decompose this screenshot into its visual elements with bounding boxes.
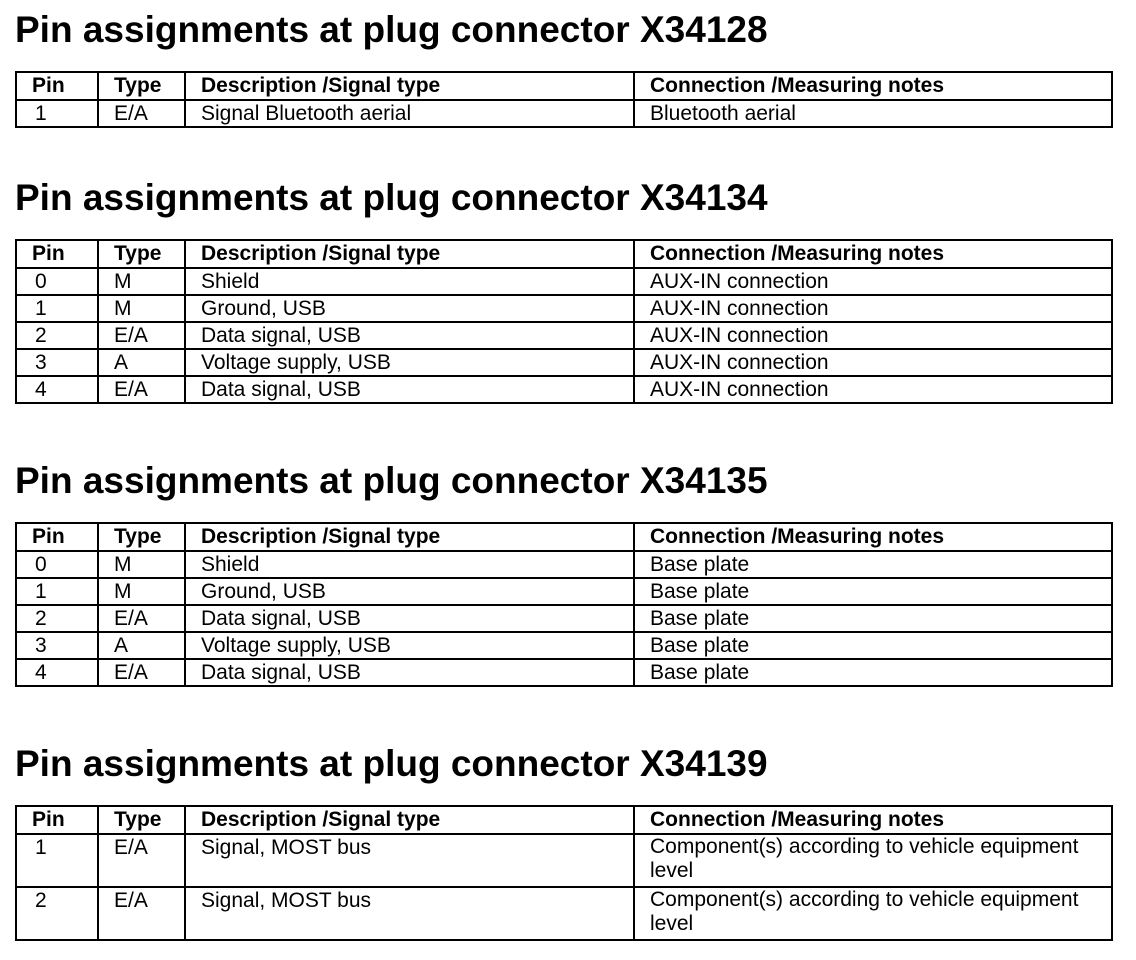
section-title: Pin assignments at plug connector X34135 [15,460,768,501]
cell-connection: Base plate [634,659,1112,686]
cell-description: Signal Bluetooth aerial [185,100,634,127]
cell-description: Data signal, USB [185,376,634,403]
header-description: Description /Signal type [185,806,634,834]
cell-connection: AUX-IN connection [634,322,1112,349]
cell-pin: 3 [16,349,98,376]
cell-type: E/A [98,887,185,940]
section-title: Pin assignments at plug connector X34139 [15,743,768,784]
section-x34139 [15,743,1111,935]
header-pin: Pin [16,72,98,100]
section-title: Pin assignments at plug connector X34128 [15,9,768,50]
cell-pin: 0 [16,268,98,295]
cell-type: E/A [98,100,185,127]
cell-description: Data signal, USB [185,605,634,632]
header-connection: Connection /Measuring notes [634,72,1112,100]
cell-pin: 3 [16,632,98,659]
cell-connection: Base plate [634,632,1112,659]
table-row [16,887,1112,940]
cell-connection: Component(s) according to vehicle equipment level [634,834,1112,887]
cell-pin: 1 [16,834,98,887]
cell-type: E/A [98,605,185,632]
cell-description: Voltage supply, USB [185,349,634,376]
header-description: Description /Signal type [185,240,634,268]
cell-pin: 2 [16,887,98,940]
cell-type: A [98,632,185,659]
table-row [16,268,1112,295]
cell-description: Ground, USB [185,578,634,605]
cell-connection: AUX-IN connection [634,268,1112,295]
cell-connection: AUX-IN connection [634,295,1112,322]
header-type: Type [98,240,185,268]
header-pin: Pin [16,806,98,834]
cell-type: M [98,578,185,605]
cell-type: M [98,268,185,295]
header-type: Type [98,72,185,100]
table-row [16,632,1112,659]
cell-connection: AUX-IN connection [634,349,1112,376]
cell-type: M [98,295,185,322]
section-x34128 [15,9,1111,125]
table-row [16,376,1112,403]
cell-description: Shield [185,551,634,578]
cell-pin: 4 [16,376,98,403]
header-connection: Connection /Measuring notes [634,240,1112,268]
cell-description: Signal, MOST bus [185,887,634,940]
section-x34134 [15,177,1111,401]
header-type: Type [98,523,185,551]
cell-description: Data signal, USB [185,322,634,349]
table-row [16,349,1112,376]
header-type: Type [98,806,185,834]
table-row [16,659,1112,686]
cell-description: Signal, MOST bus [185,834,634,887]
table-row [16,322,1112,349]
cell-type: E/A [98,834,185,887]
table-row [16,578,1112,605]
table-row [16,551,1112,578]
cell-pin: 4 [16,659,98,686]
cell-pin: 1 [16,578,98,605]
cell-pin: 2 [16,322,98,349]
cell-type: A [98,349,185,376]
cell-type: E/A [98,322,185,349]
cell-type: M [98,551,185,578]
pin-table [15,71,1113,128]
cell-description: Ground, USB [185,295,634,322]
cell-pin: 0 [16,551,98,578]
cell-connection: Base plate [634,551,1112,578]
cell-connection: Base plate [634,578,1112,605]
header-pin: Pin [16,523,98,551]
table-row [16,834,1112,887]
table-header-row [16,72,1112,100]
table-row [16,605,1112,632]
cell-type: E/A [98,659,185,686]
cell-description: Shield [185,268,634,295]
cell-description: Voltage supply, USB [185,632,634,659]
cell-connection: Component(s) according to vehicle equipment level [634,887,1112,940]
header-pin: Pin [16,240,98,268]
header-description: Description /Signal type [185,523,634,551]
cell-pin: 1 [16,100,98,127]
header-connection: Connection /Measuring notes [634,806,1112,834]
section-x34135 [15,460,1111,684]
cell-connection: AUX-IN connection [634,376,1112,403]
cell-pin: 2 [16,605,98,632]
table-row [16,100,1112,127]
pin-table [15,805,1113,941]
cell-connection: Base plate [634,605,1112,632]
table-row [16,295,1112,322]
pin-table [15,239,1113,404]
cell-type: E/A [98,376,185,403]
header-description: Description /Signal type [185,72,634,100]
table-header-row [16,240,1112,268]
cell-description: Data signal, USB [185,659,634,686]
pin-table [15,522,1113,687]
table-header-row [16,806,1112,834]
cell-connection: Bluetooth aerial [634,100,1112,127]
section-title: Pin assignments at plug connector X34134 [15,177,768,218]
cell-pin: 1 [16,295,98,322]
table-header-row [16,523,1112,551]
header-connection: Connection /Measuring notes [634,523,1112,551]
